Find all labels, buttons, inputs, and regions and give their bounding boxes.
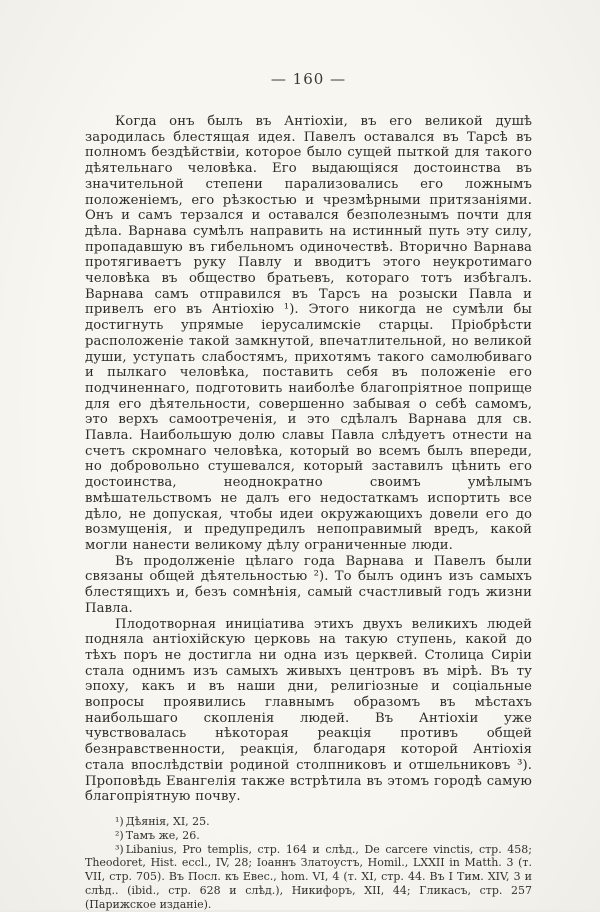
footnote-marker: ²): [115, 828, 124, 842]
footnote-text: Тамъ же, 26.: [125, 828, 200, 842]
paragraph: Плодотворная иниціатива этихъ двухъ великихъ людей подняла антіохійскую церковь на такую ступень, какой до тѣхъ поръ не достигла ни одна изъ церквей. Столица Сиріи стала однимъ изъ самыхъ живыхъ центровъ въ мірѣ. Въ ту эпоху, какъ и въ наши дни, религіозные и соціальные вопросы проявились главнымъ образомъ въ мѣстахъ наибольшаго скопленія людей. Въ Антіохіи уже чувствовалась нѣкоторая реакція противъ общей безнравственности, реакція, благодаря которой Антіохія стала впослѣдствіи родиной столпниковъ и отшельниковъ ³). Проповѣдь Евангелія также встрѣтила въ этомъ городѣ самую благопріятную почву.: [85, 616, 532, 805]
footnote: [85, 843, 532, 912]
footnote: [85, 829, 532, 843]
body-text: [85, 114, 532, 805]
footnote-text: Libanius, Pro templis, стр. 164 и слѣд., De carcere vinctis, стр. 458; Theodoret, Hist. eccl., IV, 28; Іоаннъ Златоустъ, Homil., LXXII in Matth. 3 (т. VII, стр. 705). Въ Посл. къ Евес., hom. VI, 4 (т. XI, стр. 44. Въ I Тим. XIV, 3 и слѣд.. (ibid., стр. 628 и слѣд.), Никифоръ, XII, 44; Гликасъ, стр. 257 (Парижское изданіе).: [85, 842, 532, 911]
footnote-text: Дѣянія, XI, 25.: [125, 814, 210, 828]
paragraph: Въ продолженіе цѣлаго года Варнава и Павелъ были связаны общей дѣятельностью ²). То былъ одинъ изъ самыхъ блестящихъ и, безъ сомнѣнія, самый счастливый годъ жизни Павла.: [85, 553, 532, 616]
paragraph: Когда онъ былъ въ Антіохіи, въ его великой душѣ зародилась блестящая идея. Павелъ оставался въ Тарсѣ въ полномъ бездѣйствіи, которое было сущей пыткой для такого дѣятельнаго человѣка. Его выдающіяся достоинства въ значительной степени парализовались его ложнымъ положеніемъ, его рѣзкостью и чрезмѣрными притязаніями. Онъ и самъ терзался и оставался безполезнымъ почти для дѣла. Варнава сумѣлъ направить на истинный путь эту силу, пропадавшую въ гибельномъ одиночествѣ. Вторично Варнава протягиваетъ руку Павлу и вводитъ этого неукротимаго человѣка въ общество братьевъ, котораго тотъ избѣгалъ. Варнава самъ отправился въ Тарсъ на розыски Павла и привелъ его въ Антіохію ¹). Этого никогда не сумѣли бы достигнуть упрямые іерусалимскіе старцы. Пріобрѣсти расположеніе такой замкнутой, впечатлительной, но великой души, уступать слабостямъ, прихотямъ такого самолюбиваго и пылкаго человѣка, поставить себя въ положеніе его подчиненнаго, подготовить наиболѣе благопріятное поприще для его дѣятельности, совершенно забывая о себѣ самомъ, это верхъ самоотреченія, и это сдѣлалъ Варнава для св. Павла. Наибольшую долю славы Павла слѣдуетъ отнести на счетъ скромнаго человѣка, который во всемъ былъ впереди, но добровольно стушевался, который заставилъ цѣнить его достоинства, неоднократно своимъ умѣлымъ вмѣшательствомъ не далъ его недостаткамъ испортить все дѣло, не допуская, чтобы идеи окружающихъ довели его до возмущенія, и предупредилъ непоправимый вредъ, какой могли нанести великому дѣлу ограниченные люди.: [85, 114, 532, 553]
page-number: — 160 —: [270, 70, 347, 88]
footnote-marker: ¹): [115, 814, 124, 828]
footnotes-section: [85, 815, 532, 912]
footnote-marker: ³): [115, 842, 124, 856]
footnote: [85, 815, 532, 829]
